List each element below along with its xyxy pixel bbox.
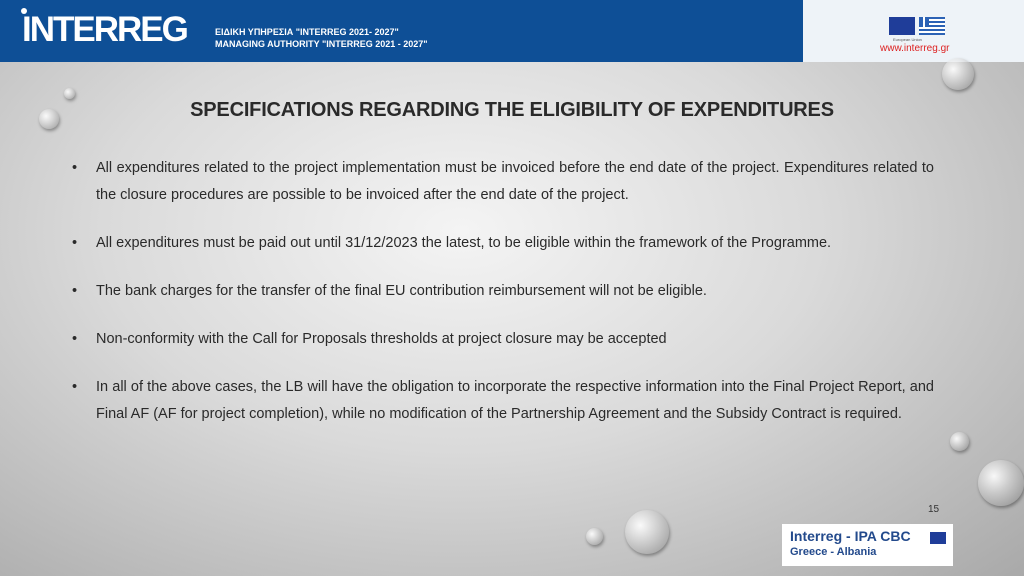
authority-line-english: MANAGING AUTHORITY "INTERREG 2021 - 2027": [215, 39, 428, 49]
eu-flag-icon: [889, 17, 915, 35]
list-item: • The bank charges for the transfer of the final EU contribution reimbursement will not be eligible.: [72, 278, 934, 305]
managing-authority-text: [215, 26, 428, 50]
eu-caption: European Union: [893, 37, 922, 42]
water-drop-decoration: [950, 432, 969, 451]
water-drop-decoration: [978, 460, 1024, 506]
interreg-logo: INTERREG: [22, 10, 187, 49]
list-item: • Non-conformity with the Call for Proposals thresholds at project closure may be accepted: [72, 326, 934, 353]
water-drop-decoration: [586, 528, 603, 545]
slide-title: SPECIFICATIONS REGARDING THE ELIGIBILITY OF EXPENDITURES: [190, 99, 834, 122]
eu-flag-icon: [930, 532, 946, 544]
list-item: • In all of the above cases, the LB will have the obligation to incorporate the respective information into the Final Project Report, and Final AF (AF for project completion), while no modification of the Partnership Agreement and the Subsidy Contract is required.: [72, 374, 934, 428]
list-item: • All expenditures must be paid out until 31/12/2023 the latest, to be eligible within the framework of the Programme.: [72, 230, 934, 257]
ipa-logo-line2: Greece - Albania: [790, 546, 877, 558]
bullet-list: [72, 155, 934, 449]
greek-flag-icon: [919, 17, 945, 35]
authority-line-greek: ΕΙΔΙΚΗ ΥΠΗΡΕΣΙΑ "INTERREG 2021- 2027": [215, 27, 399, 37]
website-link[interactable]: www.interreg.gr: [880, 43, 950, 54]
water-drop-decoration: [942, 58, 974, 90]
page-number: 15: [928, 504, 940, 515]
water-drop-decoration: [625, 510, 669, 554]
list-item: • All expenditures related to the project implementation must be invoiced before the end date of the project. Expenditures related to the closure procedures are possible to be invoiced after the end date of the project.: [72, 155, 934, 209]
water-drop-decoration: [64, 88, 75, 99]
ipa-logo-line1: Interreg - IPA CBC: [790, 528, 911, 544]
